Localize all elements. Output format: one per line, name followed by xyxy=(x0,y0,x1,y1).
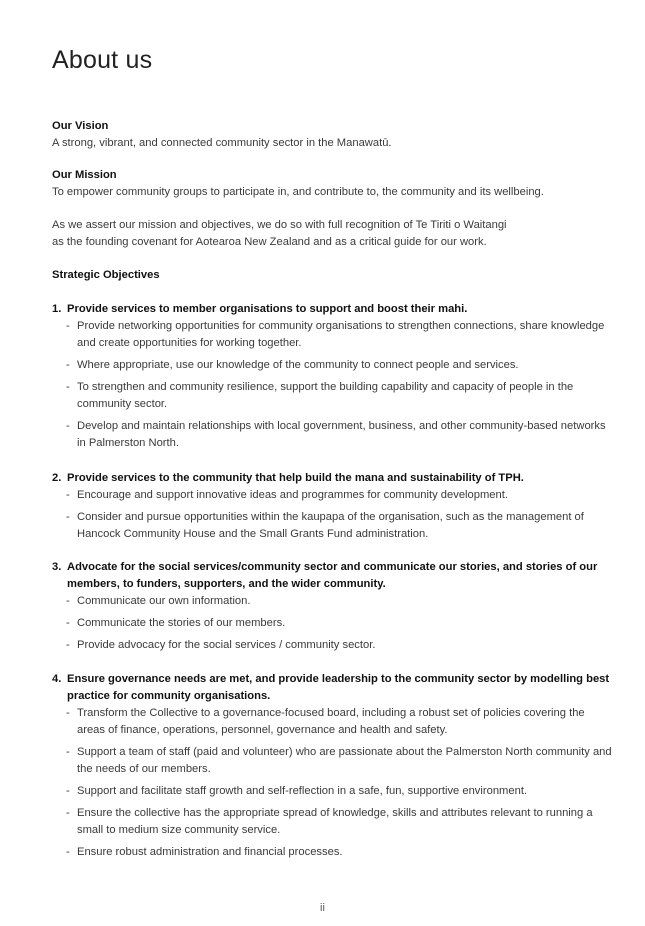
list-item: - Communicate the stories of our members. xyxy=(66,617,286,629)
objective-title: Advocate for the social services/community sector and communicate our stories, and stories of our members, to funders, supporters, and the wider community. xyxy=(67,561,598,590)
tiriti-line-1: As we assert our mission and objectives, we do so with full recognition of Te Tiriti o Waitangi xyxy=(52,219,507,231)
list-item: - Where appropriate, use our knowledge of the community to connect people and services. xyxy=(66,359,519,371)
page-number: ii xyxy=(320,902,325,914)
vision-section xyxy=(52,118,622,152)
objective-2 xyxy=(52,470,612,543)
objective-heading xyxy=(52,559,612,593)
mission-section xyxy=(52,167,622,201)
page-title: About us xyxy=(52,46,153,74)
list-item: - Ensure the collective has the appropriate spread of knowledge, skills and attributes relevant to running a small to medium size community service. xyxy=(66,807,593,836)
list-item: - To strengthen and community resilience, support the building capability and capacity of people in the community sector. xyxy=(66,381,574,410)
list-item: - Develop and maintain relationships with local government, business, and other community-based networks in Palmerston North. xyxy=(66,420,606,449)
objective-number: 4. xyxy=(52,673,62,685)
objective-title: Provide services to member organisations to support and boost their mahi. xyxy=(67,303,468,315)
objective-heading xyxy=(52,470,612,487)
list-item: - Consider and pursue opportunities within the kaupapa of the organisation, such as the management of Hancock Community House and the Small Grants Fund administration. xyxy=(66,511,584,540)
objective-title: Provide services to the community that help build the mana and sustainability of TPH. xyxy=(67,472,524,484)
list-item: - Provide networking opportunities for community organisations to strengthen connections, share knowledge and create opportunities for working together. xyxy=(66,320,605,349)
list-item: - Support a team of staff (paid and volunteer) who are passionate about the Palmerston North community and the needs of our members. xyxy=(66,746,612,775)
list-item: - Communicate our own information. xyxy=(66,595,251,607)
tiriti-paragraph xyxy=(52,217,622,251)
objective-number: 2. xyxy=(52,472,62,484)
mission-text: To empower community groups to participate in, and contribute to, the community and its wellbeing. xyxy=(52,186,544,198)
list-item: - Ensure robust administration and financial processes. xyxy=(66,846,343,858)
mission-heading: Our Mission xyxy=(52,169,117,181)
objectives-heading: Strategic Objectives xyxy=(52,269,160,281)
list-item: - Encourage and support innovative ideas and programmes for community development. xyxy=(66,489,508,501)
list-item: - Support and facilitate staff growth and self-reflection in a safe, fun, supportive environment. xyxy=(66,785,528,797)
objective-4 xyxy=(52,671,612,861)
objective-title: Ensure governance needs are met, and provide leadership to the community sector by modelling best practice for community organisations. xyxy=(67,673,610,702)
tiriti-line-2: as the founding covenant for Aotearoa New Zealand and as a critical guide for our work. xyxy=(52,236,487,248)
vision-text: A strong, vibrant, and connected community sector in the Manawatū. xyxy=(52,137,392,149)
objective-heading xyxy=(52,671,612,705)
objective-1 xyxy=(52,301,612,452)
objective-number: 1. xyxy=(52,303,62,315)
list-item: - Provide advocacy for the social services / community sector. xyxy=(66,639,376,651)
objective-3 xyxy=(52,559,612,654)
vision-heading: Our Vision xyxy=(52,120,109,132)
list-item: - Transform the Collective to a governance-focused board, including a robust set of policies covering the areas of finance, operations, personnel, governance and health and safety. xyxy=(66,707,585,736)
objective-heading xyxy=(52,301,612,318)
objective-number: 3. xyxy=(52,561,62,573)
